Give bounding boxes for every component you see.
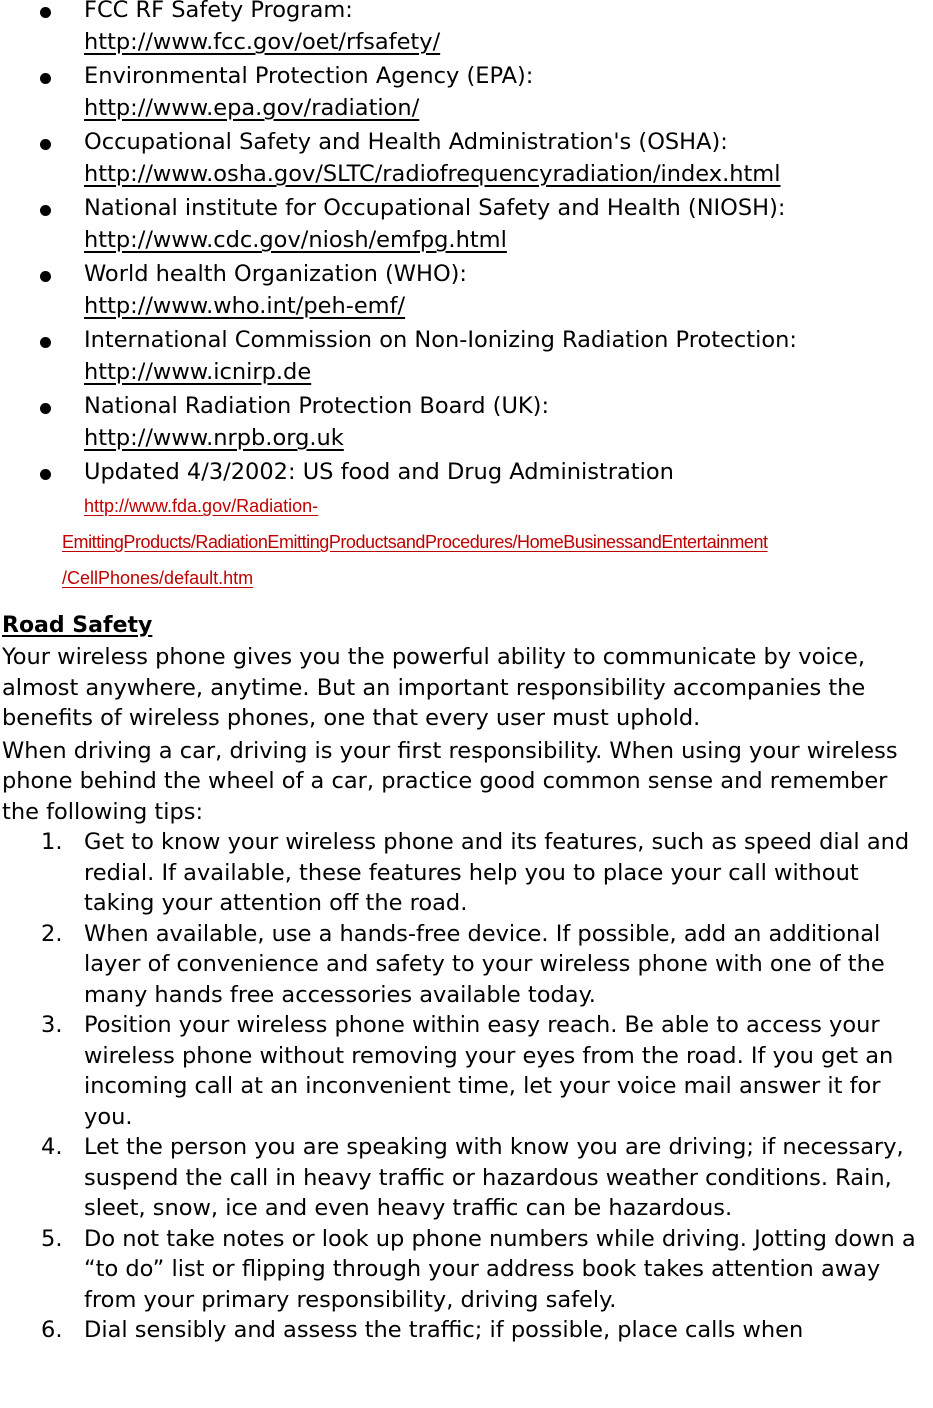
section-heading: Road Safety bbox=[2, 613, 153, 638]
resource-label: National Radiation Protection Board (UK): bbox=[84, 393, 550, 419]
resource-list bbox=[0, 0, 933, 596]
tips-list bbox=[2, 827, 927, 1346]
resource-label: National institute for Occupational Safety and Health (NIOSH): bbox=[84, 195, 786, 221]
bullet-icon bbox=[40, 7, 51, 18]
resource-label: Updated 4/3/2002: US food and Drug Administration bbox=[84, 459, 674, 485]
resource-item-nrpb bbox=[0, 390, 933, 456]
list-number: 5. bbox=[41, 1225, 63, 1252]
fda-link-line-2[interactable]: EmittingProducts/RadiationEmittingProductsandProcedures/HomeBusinessandEntertainment bbox=[62, 532, 768, 552]
list-text: Position your wireless phone within easy reach. Be able to access your wireless phone without removing your eyes from the road. If you get an incoming call at an inconvenient time, let your voice mail answer it for you. bbox=[84, 1012, 894, 1130]
resource-label: Occupational Safety and Health Administration's (OSHA): bbox=[84, 129, 728, 155]
road-safety-section bbox=[2, 610, 927, 1346]
list-item bbox=[2, 1132, 927, 1224]
bullet-icon bbox=[40, 139, 51, 150]
list-text: When available, use a hands-free device. If possible, add an additional layer of convenience and safety to your wireless phone with one of the many hands free accessories available today. bbox=[84, 920, 885, 1008]
resource-link[interactable]: http://www.icnirp.de bbox=[84, 359, 312, 385]
bullet-icon bbox=[40, 337, 51, 348]
resource-item-niosh bbox=[0, 192, 933, 258]
resource-label: FCC RF Safety Program: bbox=[84, 0, 353, 23]
list-item bbox=[2, 827, 927, 919]
resource-item-who bbox=[0, 258, 933, 324]
resource-item-osha bbox=[0, 126, 933, 192]
list-item bbox=[2, 1010, 927, 1132]
resource-link[interactable]: http://www.epa.gov/radiation/ bbox=[84, 95, 420, 121]
list-number: 4. bbox=[41, 1134, 63, 1160]
driving-paragraph: When driving a car, driving is your first responsibility. When using your wireless phone behind the wheel of a car, practice good common sense and remember the following tips: bbox=[2, 737, 898, 825]
list-item bbox=[2, 1315, 927, 1346]
list-item bbox=[2, 919, 927, 1011]
resource-item-epa bbox=[0, 60, 933, 126]
list-number: 1. bbox=[41, 829, 63, 855]
bullet-icon bbox=[40, 403, 51, 414]
list-text: Let the person you are speaking with know you are driving; if necessary, suspend the call in heavy traffic or hazardous weather conditions. Rain, sleet, snow, ice and even heavy traffic can be hazardous. bbox=[84, 1134, 904, 1221]
resource-link[interactable]: http://www.cdc.gov/niosh/emfpg.html bbox=[84, 227, 507, 253]
bullet-icon bbox=[40, 271, 51, 282]
intro-paragraph: Your wireless phone gives you the powerful ability to communicate by voice, almost anywhere, anytime. But an important responsibility accompanies the benefits of wireless phones, one that every user must uphold. bbox=[2, 644, 866, 731]
fda-link-line-3[interactable]: /CellPhones/default.htm bbox=[62, 568, 254, 588]
resource-item-fcc bbox=[0, 0, 933, 60]
list-number: 6. bbox=[41, 1317, 63, 1343]
bullet-icon bbox=[40, 73, 51, 84]
resource-item-fda bbox=[0, 456, 933, 596]
list-text: Dial sensibly and assess the traffic; if possible, place calls when bbox=[84, 1317, 804, 1343]
bullet-icon bbox=[40, 205, 51, 216]
list-number: 3. bbox=[41, 1012, 63, 1038]
resource-label: International Commission on Non-Ionizing Radiation Protection: bbox=[84, 327, 797, 353]
resource-item-icnirp bbox=[0, 324, 933, 390]
list-text: Do not take notes or look up phone numbers while driving. Jotting down a “to do” list or flipping through your address book takes attention away from your primary responsibility, driving safely. bbox=[84, 1225, 916, 1313]
list-number: 2. bbox=[41, 920, 63, 947]
resource-link[interactable]: http://www.fcc.gov/oet/rfsafety/ bbox=[84, 29, 441, 55]
resource-link[interactable]: http://www.osha.gov/SLTC/radiofrequencyradiation/index.html bbox=[84, 161, 781, 187]
resource-link[interactable]: http://www.nrpb.org.uk bbox=[84, 425, 344, 451]
resource-label: Environmental Protection Agency (EPA): bbox=[84, 63, 534, 89]
list-text: Get to know your wireless phone and its features, such as speed dial and redial. If available, these features help you to place your call without taking your attention off the road. bbox=[84, 829, 910, 916]
resource-link[interactable]: http://www.who.int/peh-emf/ bbox=[84, 293, 406, 319]
resource-label: World health Organization (WHO): bbox=[84, 261, 468, 287]
fda-link-line-1[interactable]: http://www.fda.gov/Radiation- bbox=[84, 496, 319, 516]
list-item bbox=[2, 1224, 927, 1316]
bullet-icon bbox=[40, 469, 51, 480]
